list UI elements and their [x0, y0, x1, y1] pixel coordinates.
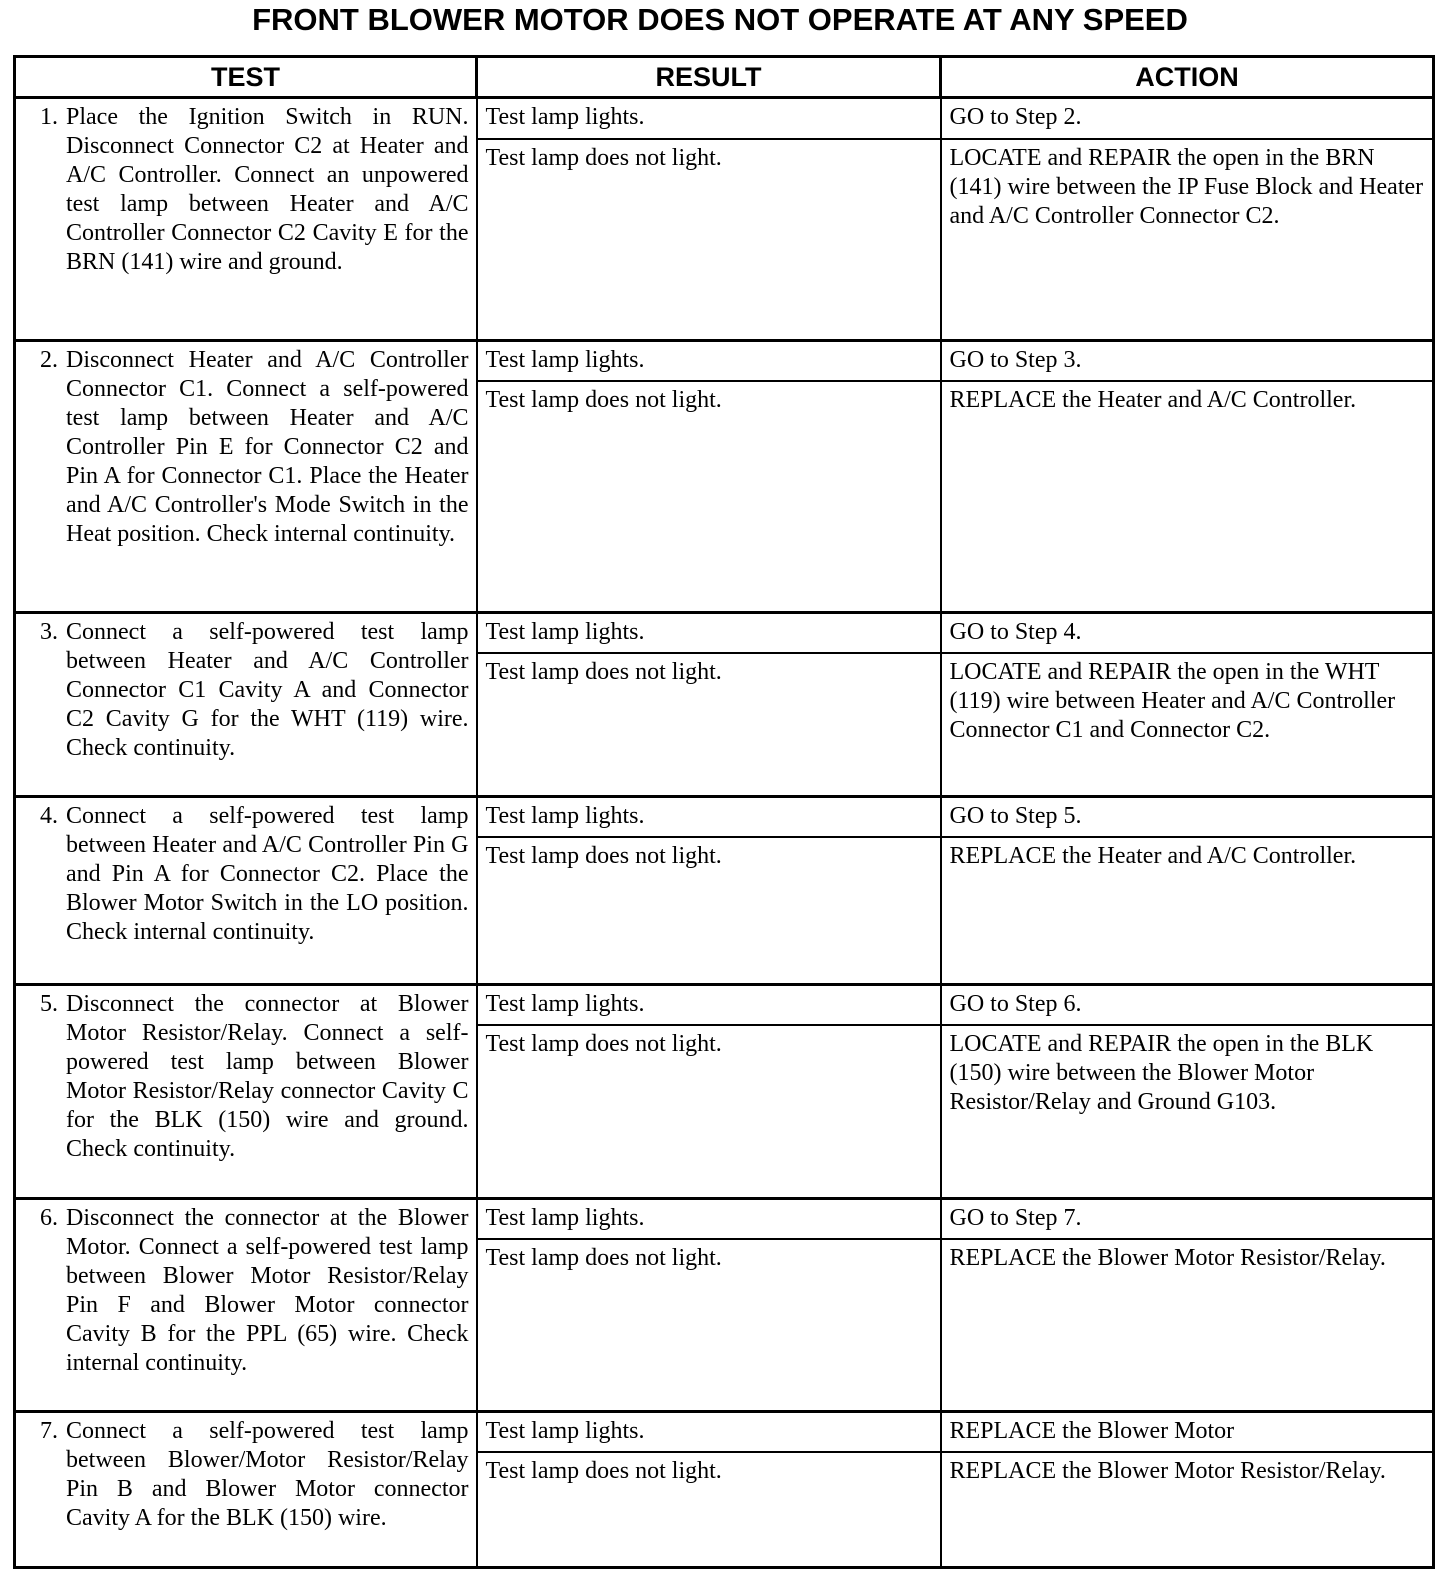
- test-instructions: Disconnect Heater and A/C Controller Connector C1. Connect a self-powered test lamp between Heater and A/C Controller Pin E for Connector C2 and Pin A for Connector C1. Place the Heater and A/C Controller's Mode Switch in the Heat position. Check internal continuity.: [66, 347, 469, 547]
- step-number: 5.: [40, 991, 58, 1017]
- step-row: [15, 341, 1434, 382]
- test-cell: [15, 98, 477, 341]
- test-cell: [15, 797, 477, 985]
- action-cell: LOCATE and REPAIR the open in the WHT (119) wire between Heater and A/C Controller Connector C1 and Connector C2.: [941, 653, 1434, 797]
- test-instructions: Connect a self-powered test lamp between Heater and A/C Controller Pin G and Pin A for Connector C2. Place the Blower Motor Switch in the LO position. Check internal continuity.: [66, 803, 469, 945]
- step-number: 2.: [40, 347, 58, 373]
- result-cell: Test lamp does not light.: [477, 837, 941, 985]
- action-cell: GO to Step 7.: [941, 1199, 1434, 1240]
- result-cell: Test lamp does not light.: [477, 653, 941, 797]
- step-number: 3.: [40, 619, 58, 645]
- action-cell: LOCATE and REPAIR the open in the BLK (150) wire between the Blower Motor Resistor/Relay and Ground G103.: [941, 1025, 1434, 1199]
- step-row: [15, 985, 1434, 1026]
- action-cell: REPLACE the Blower Motor: [941, 1412, 1434, 1453]
- step-number: 7.: [40, 1418, 58, 1444]
- result-cell: Test lamp does not light.: [477, 1452, 941, 1568]
- action-cell: GO to Step 5.: [941, 797, 1434, 838]
- step-row: [15, 1199, 1434, 1240]
- action-cell: GO to Step 3.: [941, 341, 1434, 382]
- step-number: 1.: [40, 104, 58, 130]
- test-instructions: Disconnect the connector at the Blower Motor. Connect a self-powered test lamp between Blower Motor Resistor/Relay Pin F and Blower Motor connector Cavity B for the PPL (65) wire. Check internal continuity.: [66, 1205, 469, 1376]
- step-number: 6.: [40, 1205, 58, 1231]
- step-row: [15, 613, 1434, 654]
- result-cell: Test lamp does not light.: [477, 381, 941, 613]
- action-cell: GO to Step 2.: [941, 98, 1434, 140]
- result-cell: Test lamp does not light.: [477, 1025, 941, 1199]
- test-column-header: TEST: [15, 57, 477, 98]
- result-cell: Test lamp does not light.: [477, 1239, 941, 1412]
- result-cell: Test lamp lights.: [477, 1412, 941, 1453]
- result-cell: Test lamp lights.: [477, 985, 941, 1026]
- result-cell: Test lamp lights.: [477, 341, 941, 382]
- action-cell: REPLACE the Heater and A/C Controller.: [941, 381, 1434, 613]
- action-cell: REPLACE the Heater and A/C Controller.: [941, 837, 1434, 985]
- test-instructions: Connect a self-powered test lamp between Heater and A/C Controller Connector C1 Cavity A and Connector C2 Cavity G for the WHT (119) wire. Check continuity.: [66, 619, 469, 761]
- test-cell: [15, 613, 477, 797]
- result-cell: Test lamp lights.: [477, 797, 941, 838]
- step-number: 4.: [40, 803, 58, 829]
- test-instructions: Connect a self-powered test lamp between Blower/Motor Resistor/Relay Pin B and Blower Motor connector Cavity A for the BLK (150) wire.: [66, 1418, 469, 1531]
- test-cell: [15, 1199, 477, 1412]
- test-instructions: Place the Ignition Switch in RUN. Disconnect Connector C2 at Heater and A/C Controller. Connect an unpowered test lamp between Heater and A/C Controller Connector C2 Cavity E for the BRN (141) wire and ground.: [66, 104, 469, 275]
- result-cell: Test lamp lights.: [477, 613, 941, 654]
- step-row: [15, 1412, 1434, 1453]
- result-cell: Test lamp lights.: [477, 98, 941, 140]
- diagnostic-table: [13, 55, 1435, 1569]
- action-cell: REPLACE the Blower Motor Resistor/Relay.: [941, 1452, 1434, 1568]
- test-cell: [15, 985, 477, 1199]
- action-cell: GO to Step 4.: [941, 613, 1434, 654]
- page-title: FRONT BLOWER MOTOR DOES NOT OPERATE AT ANY SPEED: [252, 2, 1188, 37]
- action-column-header: ACTION: [941, 57, 1434, 98]
- result-cell: Test lamp does not light.: [477, 139, 941, 341]
- result-cell: Test lamp lights.: [477, 1199, 941, 1240]
- action-cell: LOCATE and REPAIR the open in the BRN (141) wire between the IP Fuse Block and Heater and A/C Controller Connector C2.: [941, 139, 1434, 341]
- test-cell: [15, 1412, 477, 1568]
- action-cell: GO to Step 6.: [941, 985, 1434, 1026]
- step-row: [15, 797, 1434, 838]
- test-instructions: Disconnect the connector at Blower Motor Resistor/Relay. Connect a self-powered test lamp between Blower Motor Resistor/Relay connector Cavity C for the BLK (150) wire and ground. Check continuity.: [66, 991, 469, 1162]
- action-cell: REPLACE the Blower Motor Resistor/Relay.: [941, 1239, 1434, 1412]
- step-row: [15, 98, 1434, 140]
- test-cell: [15, 341, 477, 613]
- result-column-header: RESULT: [477, 57, 941, 98]
- header-row: [15, 57, 1434, 98]
